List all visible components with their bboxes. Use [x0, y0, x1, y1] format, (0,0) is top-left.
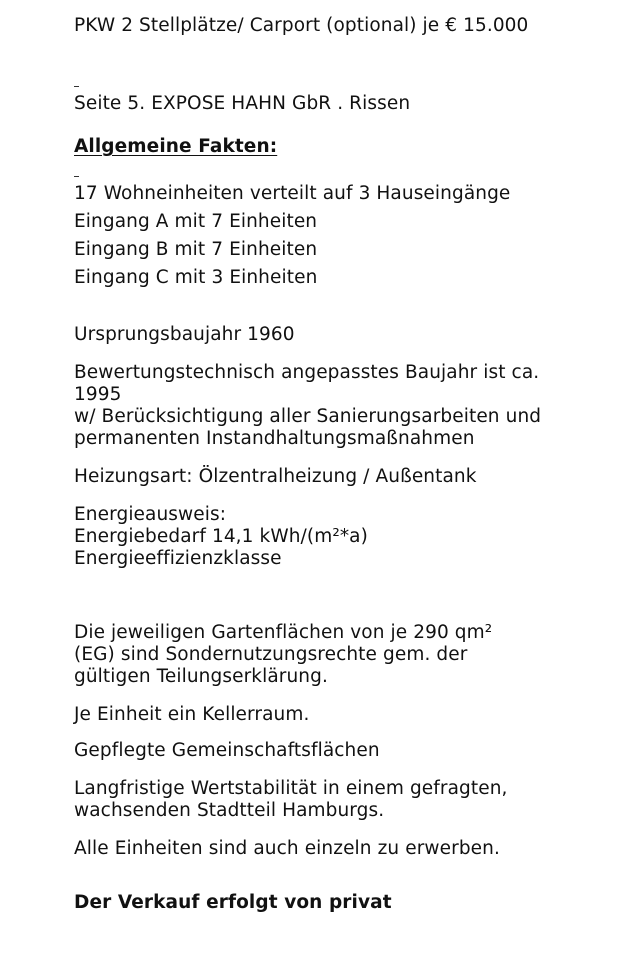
energy-class-line: Energieeffizienzklasse	[74, 548, 282, 569]
units-total-line: 17 Wohneinheiten verteilt auf 3 Hauseingänge	[74, 183, 511, 204]
energy-certificate-line: Energieausweis:	[74, 504, 227, 525]
adjusted-year-line: w/ Berücksichtigung aller Sanierungsarbeiten und	[74, 406, 542, 427]
section-heading: Allgemeine Fakten:	[74, 136, 278, 157]
stability-line: wachsenden Stadtteil Hamburgs.	[74, 800, 385, 821]
page-header: Seite 5. EXPOSE HAHN GbR . Rissen	[74, 93, 411, 114]
stability-line: Langfristige Wertstabilität in einem gefragten,	[74, 778, 508, 799]
entrance-a-line: Eingang A mit 7 Einheiten	[74, 211, 318, 232]
garden-line: (EG) sind Sondernutzungsrechte gem. der	[74, 644, 468, 665]
parking-price-line: PKW 2 Stellplätze/ Carport (optional) je € 15.000	[74, 15, 529, 36]
garden-line: Die jeweiligen Gartenflächen von je 290 qm²	[74, 622, 493, 643]
entrance-c-line: Eingang C mit 3 Einheiten	[74, 267, 318, 288]
entrance-b-line: Eingang B mit 7 Einheiten	[74, 239, 318, 260]
cellar-line: Je Einheit ein Kellerraum.	[74, 704, 310, 725]
adjusted-year-line: permanenten Instandhaltungsmaßnahmen	[74, 428, 475, 449]
separator-dash	[74, 86, 79, 87]
heating-line: Heizungsart: Ölzentralheizung / Außentank	[74, 466, 477, 487]
separator-dash	[74, 176, 79, 177]
adjusted-year-line: Bewertungstechnisch angepasstes Baujahr ist ca.	[74, 362, 540, 383]
adjusted-year-line: 1995	[74, 384, 122, 405]
private-sale-line: Der Verkauf erfolgt von privat	[74, 892, 392, 913]
year-built-line: Ursprungsbaujahr 1960	[74, 324, 295, 345]
individual-sale-line: Alle Einheiten sind auch einzeln zu erwerben.	[74, 838, 500, 859]
garden-line: gültigen Teilungserklärung.	[74, 666, 328, 687]
common-areas-line: Gepflegte Gemeinschaftsflächen	[74, 740, 380, 761]
energy-demand-line: Energiebedarf 14,1 kWh/(m²*a)	[74, 526, 368, 547]
